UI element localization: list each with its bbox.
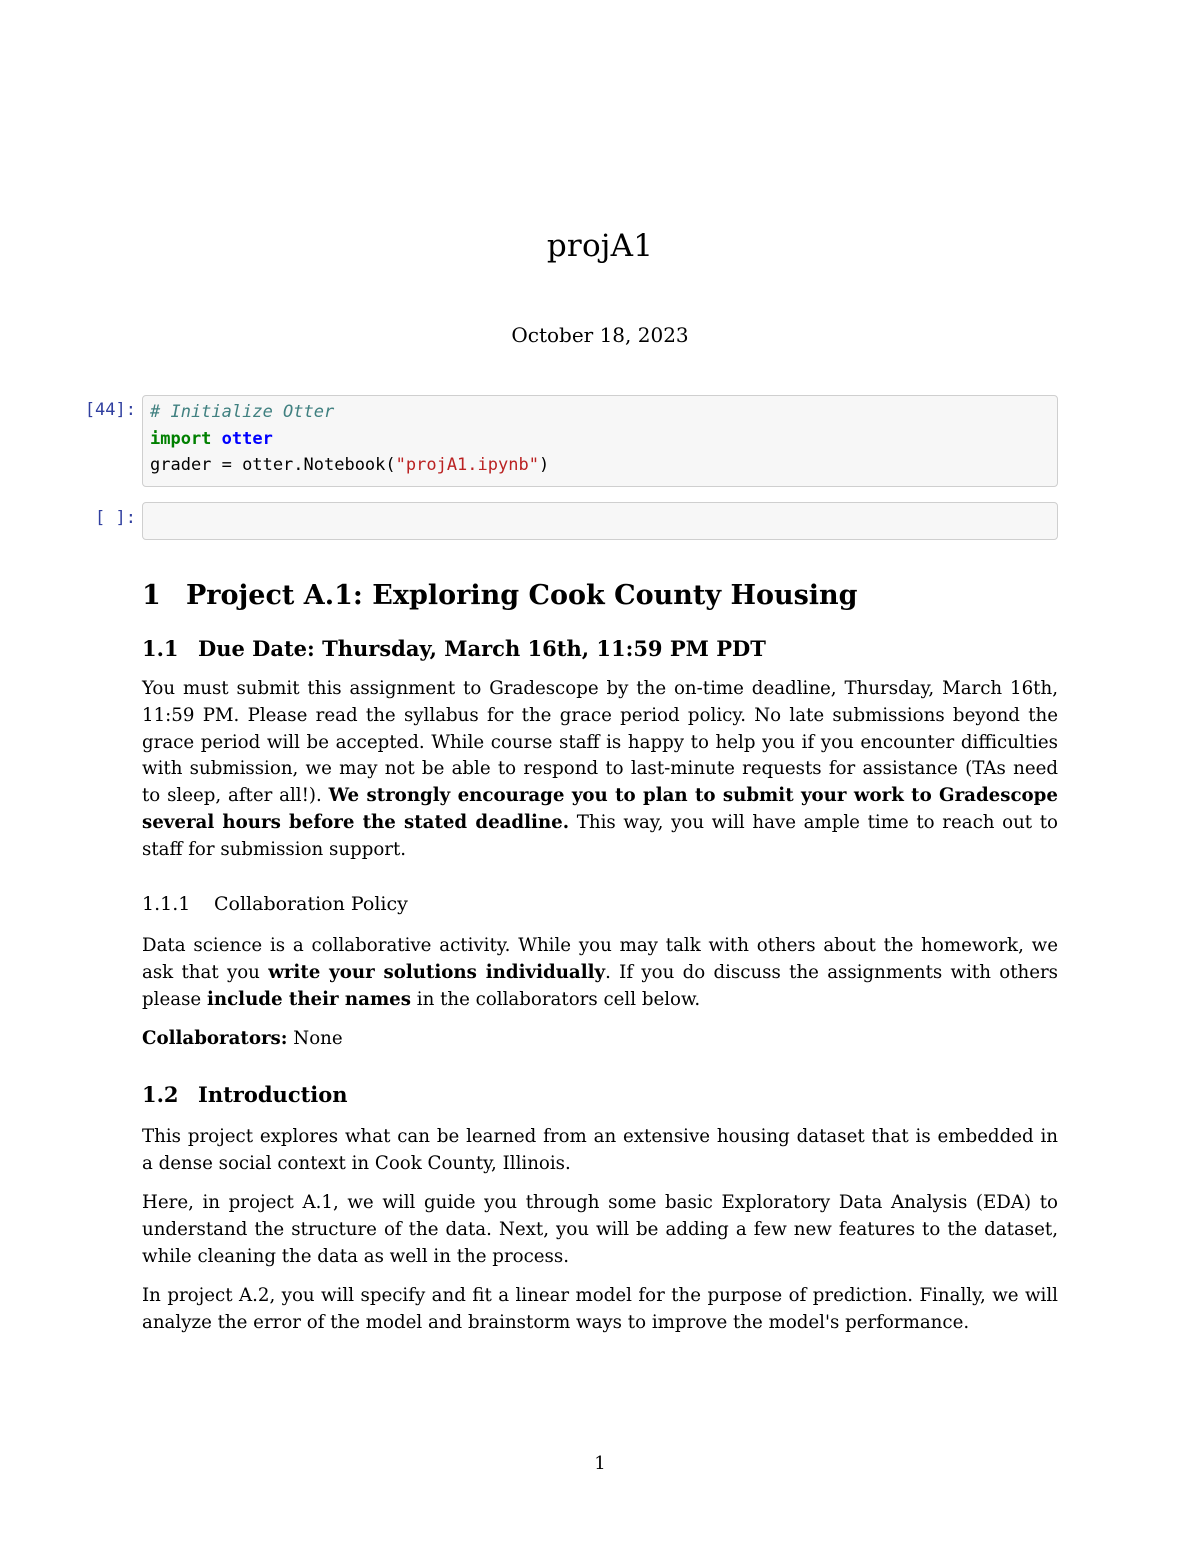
section-number: 1.1 [142, 636, 179, 661]
paragraph-text: . If you do discuss the assignments with others please [142, 961, 1059, 1010]
cell-prompt: [ ]: [95, 508, 136, 528]
section-heading-due-date [142, 636, 766, 661]
code-text: ) [538, 455, 550, 475]
code-line [143, 452, 1057, 479]
intro-paragraph-2: Here, in project A.1, we will guide you through some basic Exploratory Data Analysis (EDA) to understand the structure of the data. Next, you will be adding a few new features to the dataset, while cleaning the data as well in the process. [142, 1192, 1058, 1267]
paragraph-text: in the collaborators cell below. [411, 988, 701, 1010]
code-module: otter [221, 428, 273, 449]
paragraph-text: This way, you will have ample time to reach out to staff for submission support. [142, 811, 1059, 860]
section-number: 1.2 [142, 1082, 179, 1107]
collaborators-value: None [287, 1028, 343, 1049]
document-date: October 18, 2023 [511, 323, 689, 347]
paragraph-bold-text: include their names [206, 988, 411, 1010]
collaborators-label: Collaborators: [142, 1028, 288, 1049]
cell-prompt: [44]: [84, 400, 136, 420]
code-comment: # Initialize Otter [150, 402, 335, 422]
code-text: grader = otter.Notebook( [150, 455, 396, 475]
paragraph-text: Data science is a collaborative activity. While you may talk with others about the homework, we ask that you [142, 935, 1058, 983]
due-date-paragraph [142, 676, 1058, 864]
paragraph-bold-text: We strongly encourage you to plan to submit your work to Gradescope several hours before the stated deadline. [142, 785, 1058, 833]
section-number: 1.1.1 [142, 893, 191, 915]
section-heading-project [142, 580, 858, 611]
intro-paragraph-3: In project A.2, you will specify and fit a linear model for the purpose of prediction. Finally, we will analyze the error of the model and brainstorm ways to improve the model's performance. [142, 1285, 1058, 1333]
section-title: Due Date: Thursday, March 16th, 11:59 PM PDT [198, 636, 766, 661]
section-title: Project A.1: Exploring Cook County Housing [186, 580, 858, 611]
code-input-box[interactable] [142, 502, 1058, 540]
code-string: "projA1.ipynb" [395, 455, 539, 475]
paragraph-bold-text: write your solutions individually [268, 961, 606, 983]
document-title: projA1 [546, 228, 654, 264]
code-space [211, 429, 221, 449]
code-line [143, 426, 1057, 453]
section-title: Introduction [198, 1082, 348, 1107]
section-heading-collaboration [142, 893, 408, 915]
section-number: 1 [142, 580, 161, 611]
code-input-box[interactable] [142, 395, 1058, 487]
section-heading-introduction [142, 1082, 348, 1107]
code-line [143, 399, 1057, 426]
collaborators-line [142, 1026, 1058, 1053]
collaboration-paragraph [142, 933, 1058, 1013]
section-title: Collaboration Policy [214, 893, 408, 915]
paragraph-text: You must submit this assignment to Gradescope by the on-time deadline, Thursday, March 16th, 11:59 PM. Please read the syllabus for the grace period policy. No late submissions beyond the grace period will be accepted. While course staff is happy to help you if you encounter difficulties with submission, we may not be able to respond to last-minute requests for assistance (TAs need to sleep, after all!). [142, 678, 1058, 807]
page-number: 1 [594, 1453, 606, 1474]
intro-paragraph-1: This project explores what can be learned from an extensive housing dataset that is embedded in a dense social context in Cook County, Illinois. [142, 1126, 1058, 1174]
code-keyword: import [150, 428, 212, 449]
